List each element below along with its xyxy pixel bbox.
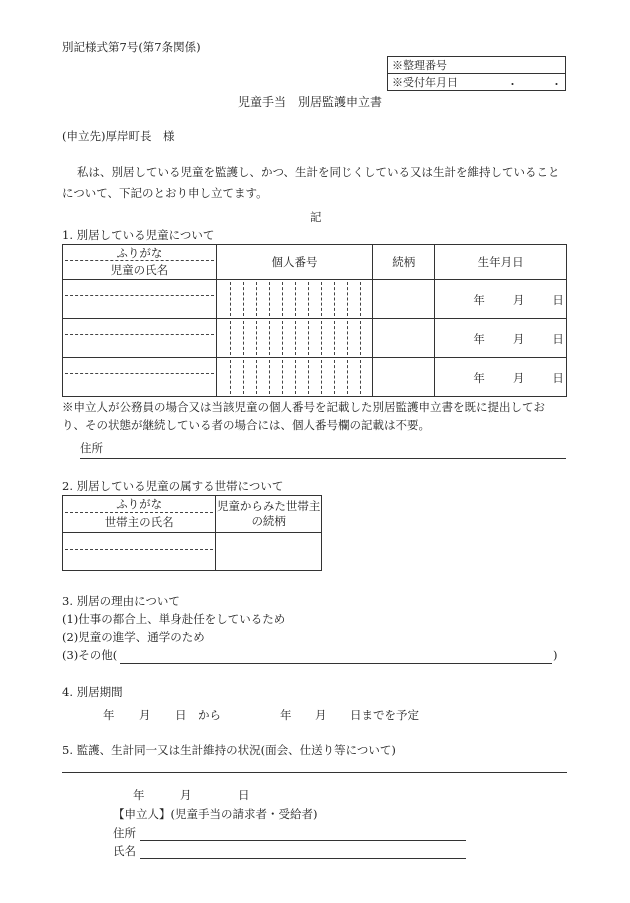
applicant-address-label: 住所 — [113, 826, 136, 840]
period-from-month: 月 — [139, 708, 151, 722]
birth-cell[interactable] — [435, 280, 567, 319]
period-to-day: 日までを予定 — [350, 708, 419, 722]
number-cell[interactable] — [216, 319, 373, 358]
household-name-cell[interactable] — [63, 533, 216, 571]
reason-other-line[interactable] — [120, 663, 552, 664]
birth-year-label: 年 — [473, 332, 485, 346]
section4-heading: 4. 別居期間 — [62, 685, 123, 699]
applicant-name-line[interactable] — [140, 858, 466, 859]
intro-line-2: について、下記のとおり申し立てます。 — [62, 186, 268, 200]
birth-day-label: 日 — [552, 332, 564, 346]
birth-month-label: 月 — [512, 332, 525, 346]
household-header-relation-l2: の続柄 — [251, 514, 286, 528]
household-header-name: 世帯主の氏名 — [104, 515, 174, 529]
relation-cell[interactable] — [373, 358, 435, 397]
child-name-cell[interactable] — [63, 280, 217, 319]
reason-option-1[interactable]: (1)仕事の都合上、単身赴任をしているため — [62, 612, 286, 626]
uketsuke-label: ※受付年月日 — [392, 76, 458, 89]
household-header-relation — [216, 496, 322, 533]
household-header-furigana: ふりがな — [65, 496, 213, 513]
birth-month-label: 月 — [512, 371, 525, 385]
table-row — [63, 319, 567, 358]
note-line-2: り、その状態が継続している者の場合には、個人番号欄の記載は不要。 — [62, 418, 430, 432]
section5-heading: 5. 監護、生計同一又は生計維持の状況(面会、仕送り等について) — [62, 743, 396, 757]
section5-answer-line[interactable] — [62, 772, 567, 773]
birth-month-label: 月 — [512, 293, 525, 307]
section1-heading: 1. 別居している児童について — [62, 228, 215, 242]
uketsuke-date-dots: ・ ・ — [507, 78, 562, 91]
birth-day-label: 日 — [552, 293, 564, 307]
birth-year-label: 年 — [473, 293, 485, 307]
sign-day: 日 — [238, 788, 250, 802]
addressee: (申立先)厚岸町長 様 — [62, 129, 175, 143]
birth-cell[interactable] — [435, 319, 567, 358]
table-row — [63, 358, 567, 397]
section3-heading: 3. 別居の理由について — [62, 594, 180, 608]
household-table — [62, 495, 322, 571]
period-to-year: 年 — [280, 708, 292, 722]
header-child-name: 児童の氏名 — [110, 263, 169, 277]
header-name-cell — [63, 245, 217, 280]
section1-address-line[interactable] — [80, 458, 566, 459]
child-name-cell[interactable] — [63, 319, 217, 358]
sign-month: 月 — [180, 788, 192, 802]
page-title: 児童手当 別居監護申立書 — [238, 95, 383, 109]
reason-option-3-close: ) — [553, 648, 558, 662]
sign-year: 年 — [133, 788, 145, 802]
office-use-box — [387, 56, 566, 91]
reason-option-3[interactable]: (3)その他( — [62, 648, 118, 662]
uketsuke-row — [388, 74, 566, 91]
period-from-day: 日 から — [175, 708, 221, 722]
intro-line-1: 私は、別居している児童を監護し、かつ、生計を同じくしている又は生計を維持していること — [77, 165, 560, 179]
household-relation-cell[interactable] — [216, 533, 322, 571]
header-relation: 続柄 — [373, 245, 435, 280]
number-cell[interactable] — [216, 280, 373, 319]
table-row — [63, 280, 567, 319]
household-header-name-cell — [63, 496, 216, 533]
relation-cell[interactable] — [373, 319, 435, 358]
note-line-1: ※申立人が公務員の場合又は当該児童の個人番号を記載した別居監護申立書を既に提出してお — [62, 400, 545, 414]
number-cell[interactable] — [216, 358, 373, 397]
applicant-label: 【申立人】(児童手当の請求者・受給者) — [113, 807, 318, 821]
header-number: 個人番号 — [216, 245, 373, 280]
header-furigana: ふりがな — [65, 245, 214, 261]
children-table — [62, 244, 567, 397]
birth-day-label: 日 — [552, 371, 564, 385]
section2-heading: 2. 別居している児童の属する世帯について — [62, 479, 284, 493]
period-to-month: 月 — [315, 708, 327, 722]
table-row — [63, 533, 322, 571]
form-id: 別記様式第7号(第7条関係) — [62, 40, 201, 54]
applicant-address-line[interactable] — [140, 840, 466, 841]
ki-label: 記 — [310, 210, 322, 224]
child-name-cell[interactable] — [63, 358, 217, 397]
birth-year-label: 年 — [473, 371, 485, 385]
seiri-label: ※整理番号 — [388, 57, 566, 74]
reason-option-2[interactable]: (2)児童の進学、通学のため — [62, 630, 205, 644]
period-from-year: 年 — [103, 708, 115, 722]
applicant-name-label: 氏名 — [113, 844, 136, 858]
section1-address-label: 住所 — [80, 441, 103, 455]
birth-cell[interactable] — [435, 358, 567, 397]
header-birth: 生年月日 — [435, 245, 567, 280]
household-header-relation-l1: 児童からみた世帯主 — [216, 499, 321, 513]
relation-cell[interactable] — [373, 280, 435, 319]
